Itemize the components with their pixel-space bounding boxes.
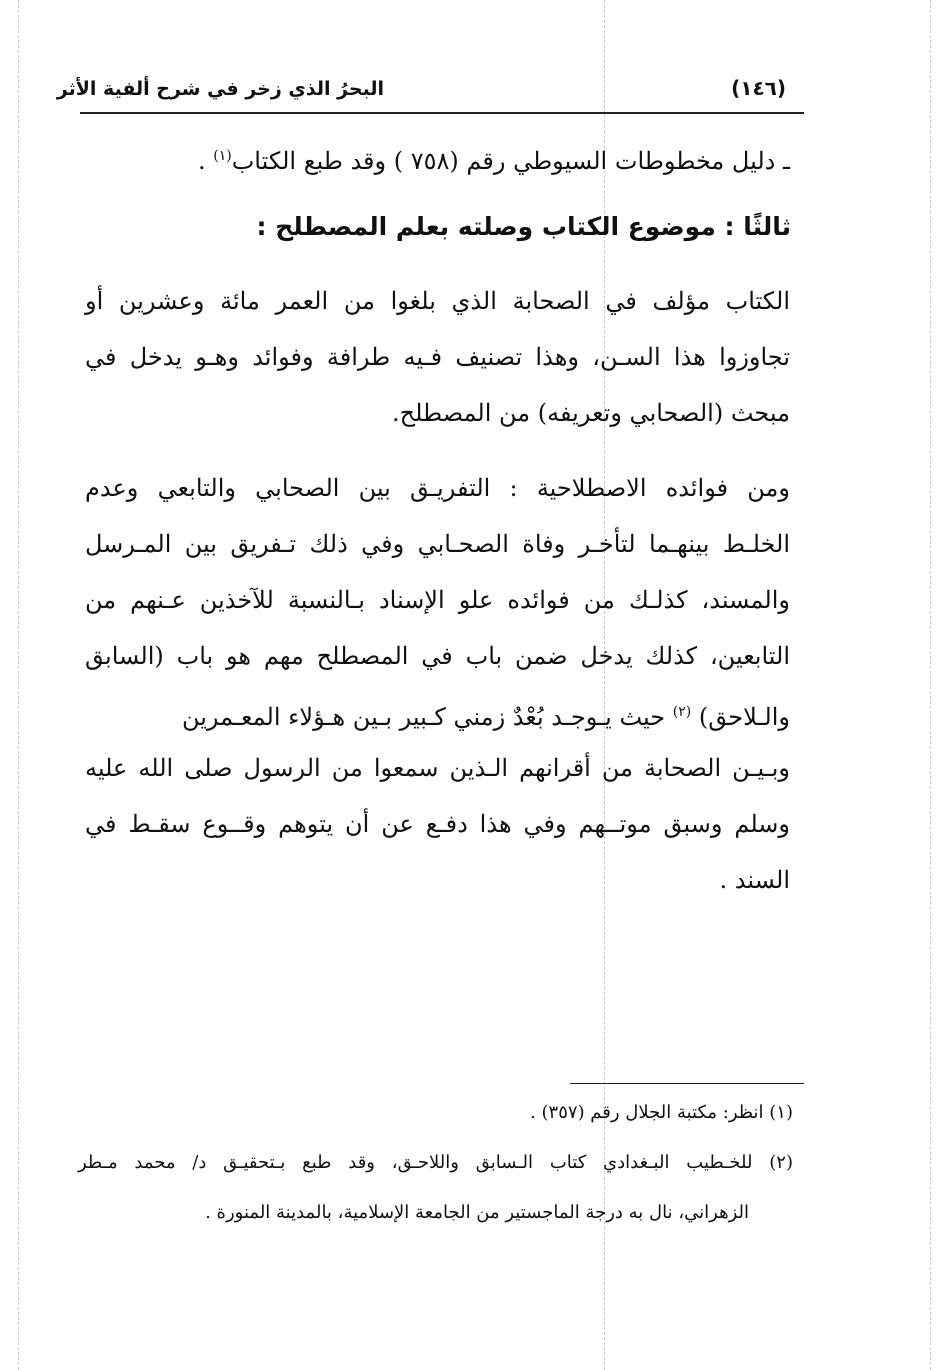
footnote-2: (٢) للخـطيب البـغدادي كتاب الـسابق واللاحـق، وقد طبع بـتحقيـق د/ محمد مـطر: [78, 1152, 793, 1173]
running-header: [56, 66, 804, 114]
text-line: السند .: [719, 866, 790, 894]
text-line: ومن فوائده الاصطلاحية : التفريـق بين الصحابي والتابعي وعدم: [85, 474, 790, 502]
section-heading: ثالثًا : موضوع الكتاب وصلته بعلم المصطلح :: [256, 212, 791, 241]
footnote-separator: [570, 1083, 804, 1084]
page-number: (١٤٦): [731, 76, 786, 100]
line-end: حيث يـوجـد بُعْدٌ زمني كـبير بـين هـؤلاء المعـمرين: [181, 703, 673, 731]
paragraph-1: [85, 273, 790, 441]
intro-text: ـ دليل مخطوطات السيوطي رقم (٧٥٨ ) وقد طبع الكتاب: [231, 147, 790, 175]
text-line: الخلـط بينهـما لتأخـر وفاة الصحـابي وفي ذلك تـفريق بين المـرسل: [85, 530, 790, 558]
text-line: [85, 684, 790, 740]
intro-end: .: [197, 147, 214, 175]
paragraph-2: [85, 460, 790, 908]
footnote-1: (١) انظر: مكتبة الجلال رقم (٣٥٧) .: [530, 1102, 793, 1123]
text-line: الكتاب مؤلف في الصحابة الذي بلغوا من العمر مائة وعشرين أو: [85, 287, 790, 315]
text-line: تجاوزوا هذا السـن، وهذا تصنيف فـيه طرافة وفوائد وهـو يدخل في: [85, 343, 790, 371]
text-line: التابعين، كذلك يدخل ضمن باب في المصطلح مهم هو باب (السابق: [85, 642, 790, 670]
text-line: مبحث (الصحابي وتعريفه) من المصطلح.: [391, 399, 790, 427]
text-line: والمسند، كذلـك من فوائده علو الإسناد بـالنسبة للآخذين عـنهم من: [85, 586, 790, 614]
scan-guide-line: [18, 0, 19, 1370]
scan-guide-line: [930, 0, 931, 1370]
line-start: والـلاحق): [698, 703, 790, 731]
book-title: البحرُ الذي زخر في شرح ألفية الأثر: [56, 78, 384, 100]
footnote-2-continued: الزهراني، نال به درجة الماجستير من الجامعة الإسلامية، بالمدينة المنورة .: [205, 1202, 749, 1223]
intro-line: [85, 128, 790, 184]
footnote-ref: (١): [213, 148, 232, 164]
text-line: وسلم وسبق موتــهم وفي هذا دفـع عن أن يتوهم وقــوع سقـط في: [85, 810, 790, 838]
footnote-ref: (٢): [672, 704, 692, 720]
text-line: وبـيـن الصحابة من أقرانهم الـذين سمعوا من الرسول صلى الله عليه: [85, 754, 790, 782]
text-line: [85, 128, 790, 184]
footnotes: [78, 1088, 793, 1238]
